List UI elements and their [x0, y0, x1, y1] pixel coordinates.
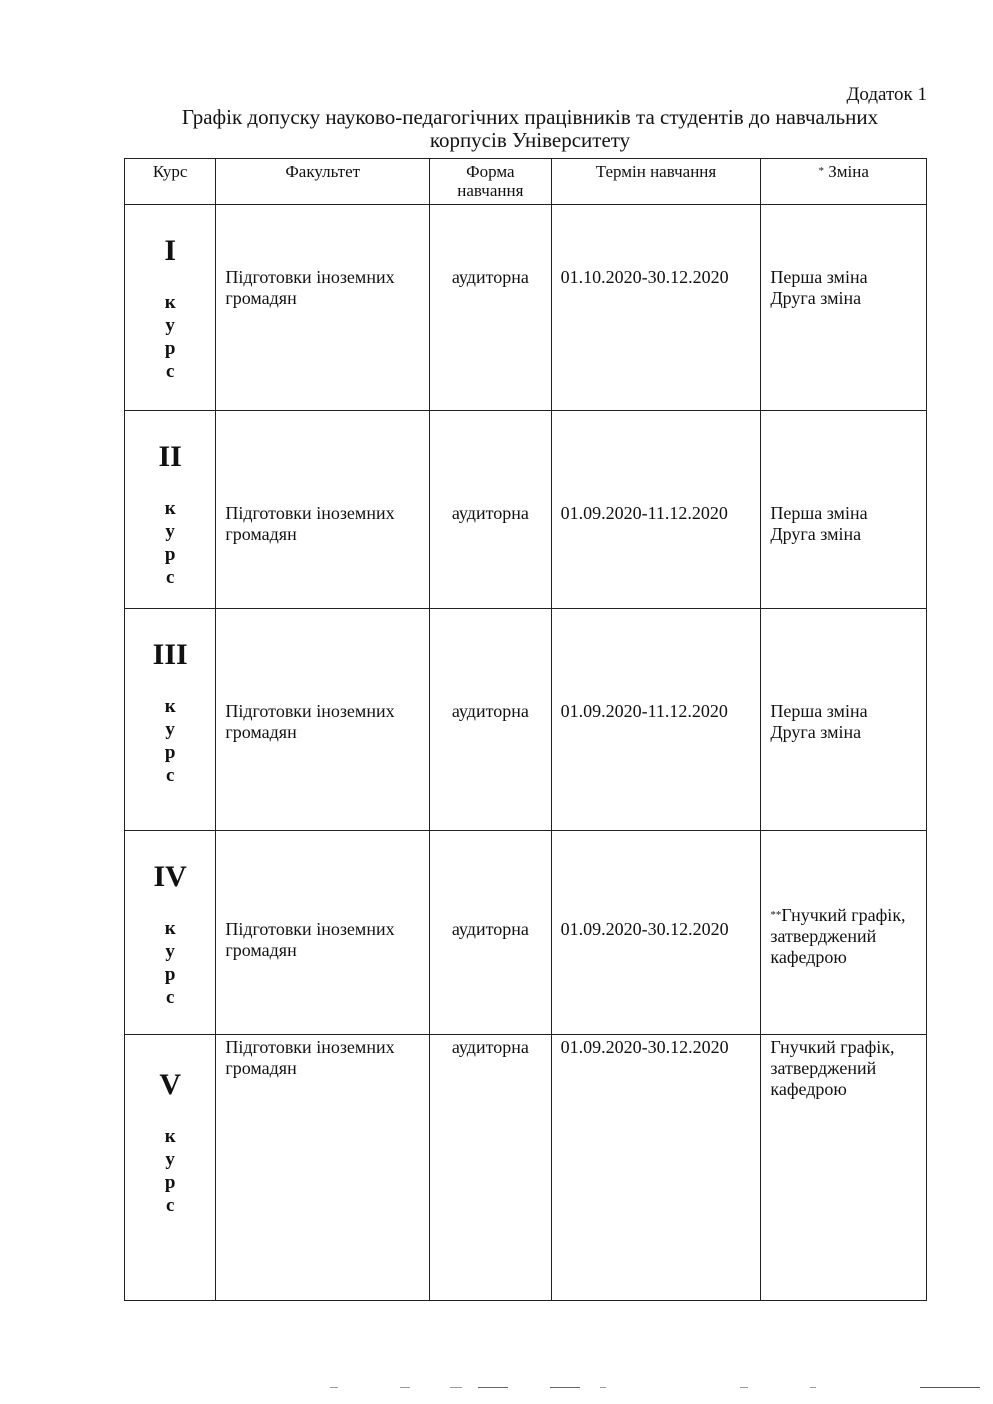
shift-text-1: Перша зміна	[770, 701, 868, 721]
course-word	[125, 1125, 215, 1217]
course-letter: к	[164, 696, 176, 717]
course-number: I	[164, 234, 176, 267]
study-form-cell	[430, 1035, 551, 1301]
shift-line-2: Друга зміна	[770, 288, 862, 308]
faculty-cell	[216, 1035, 430, 1301]
course-letter: р	[164, 742, 176, 763]
course-letter: у	[165, 941, 175, 962]
study-form: аудиторна	[451, 503, 529, 523]
shift-line-1	[761, 267, 926, 288]
faculty-line-1: Підготовки іноземних	[225, 503, 395, 523]
course-letter: с	[165, 1195, 175, 1216]
course-letter: р	[164, 544, 176, 565]
course-cell	[125, 205, 216, 411]
study-form: аудиторна	[451, 267, 529, 287]
term-cell	[551, 411, 761, 609]
course-word	[125, 497, 215, 589]
shift-line-1	[761, 905, 926, 926]
term-cell	[551, 1035, 761, 1301]
course-cell	[125, 411, 216, 609]
table-row	[125, 609, 927, 831]
title-line-2: корпусів Університету	[429, 128, 631, 152]
term-cell	[551, 609, 761, 831]
shift-cell	[761, 411, 927, 609]
header-shift-label: Зміна	[828, 162, 869, 181]
course-letter: у	[165, 1149, 175, 1170]
faculty-line-2: громадян	[225, 524, 297, 544]
shift-cell	[761, 205, 927, 411]
study-form: аудиторна	[451, 1037, 529, 1057]
course-number: IV	[153, 860, 187, 893]
study-term: 01.09.2020-30.12.2020	[560, 919, 729, 939]
table-row	[125, 1035, 927, 1301]
faculty-line-2: громадян	[225, 288, 297, 308]
shift-line-3: кафедрою	[770, 1079, 847, 1099]
course-letter: у	[165, 719, 175, 740]
faculty-line-1: Підготовки іноземних	[225, 919, 395, 939]
term-cell	[551, 831, 761, 1035]
study-term: 01.09.2020-30.12.2020	[560, 1037, 729, 1057]
course-letter: с	[165, 361, 175, 382]
course-letter: с	[165, 987, 175, 1008]
shift-line-2: затверджений	[770, 1058, 877, 1078]
shift-line-2: Друга зміна	[770, 722, 862, 742]
shift-text-1: Гнучкий графік,	[781, 905, 906, 925]
table-row	[125, 205, 927, 411]
course-letter: у	[165, 521, 175, 542]
course-word	[125, 291, 215, 383]
faculty-line-2: громадян	[225, 722, 297, 742]
faculty-line-1: Підготовки іноземних	[225, 267, 395, 287]
appendix-label: Додаток 1	[846, 84, 927, 105]
header-term: Термін навчання	[551, 159, 761, 205]
study-form-cell	[430, 205, 551, 411]
course-word	[125, 917, 215, 1009]
shift-text-1: Гнучкий графік,	[770, 1037, 895, 1057]
shift-line-2: затверджений	[770, 926, 877, 946]
shift-text-1: Перша зміна	[770, 503, 868, 523]
course-word	[125, 695, 215, 787]
study-term: 01.10.2020-30.12.2020	[560, 267, 729, 287]
shift-line-2: Друга зміна	[770, 524, 862, 544]
course-letter: у	[165, 315, 175, 336]
title-line-1: Графік допуску науково-педагогічних працівників та студентів до навчальних	[181, 105, 879, 129]
table-row	[125, 831, 927, 1035]
faculty-line-1: Підготовки іноземних	[225, 701, 395, 721]
study-form-cell	[430, 831, 551, 1035]
table-row	[125, 411, 927, 609]
course-letter: к	[164, 498, 176, 519]
study-form-cell	[430, 411, 551, 609]
course-number: II	[158, 440, 182, 473]
faculty-line-2: громадян	[225, 940, 297, 960]
header-form-line-1: Форма	[466, 162, 515, 181]
course-letter: к	[164, 292, 176, 313]
study-form: аудиторна	[451, 919, 529, 939]
course-letter: к	[164, 918, 176, 939]
course-number: V	[159, 1068, 181, 1101]
study-term: 01.09.2020-11.12.2020	[560, 701, 728, 721]
course-cell	[125, 1035, 216, 1301]
study-term: 01.09.2020-11.12.2020	[560, 503, 728, 523]
header-shift-mark: *	[818, 165, 824, 177]
term-cell	[551, 205, 761, 411]
course-letter: к	[164, 1126, 176, 1147]
shift-line-1	[761, 503, 926, 524]
scan-artifacts	[330, 1387, 990, 1390]
document-title	[110, 106, 950, 152]
study-form-cell	[430, 609, 551, 831]
course-letter: р	[164, 964, 176, 985]
course-letter: р	[164, 338, 176, 359]
course-number: III	[152, 638, 188, 671]
study-form: аудиторна	[451, 701, 529, 721]
faculty-cell	[216, 205, 430, 411]
shift-footnote-mark: **	[770, 909, 782, 921]
course-letter: с	[165, 765, 175, 786]
shift-line-3: кафедрою	[770, 947, 847, 967]
course-letter: с	[165, 567, 175, 588]
faculty-cell	[216, 411, 430, 609]
faculty-cell	[216, 831, 430, 1035]
faculty-cell	[216, 609, 430, 831]
shift-cell	[761, 1035, 927, 1301]
faculty-line-2: громадян	[225, 1058, 297, 1078]
course-letter: р	[164, 1172, 176, 1193]
course-cell	[125, 609, 216, 831]
shift-text-1: Перша зміна	[770, 267, 868, 287]
header-shift	[761, 159, 927, 205]
shift-cell	[761, 609, 927, 831]
schedule-table	[124, 158, 927, 1301]
shift-line-1	[761, 1037, 926, 1058]
header-form-line-2: навчання	[457, 181, 524, 200]
header-form	[430, 159, 551, 205]
shift-cell	[761, 831, 927, 1035]
shift-line-1	[761, 701, 926, 722]
course-cell	[125, 831, 216, 1035]
faculty-line-1: Підготовки іноземних	[225, 1037, 395, 1057]
table-header-row	[125, 159, 927, 205]
header-course: Курс	[125, 159, 216, 205]
header-faculty: Факультет	[216, 159, 430, 205]
